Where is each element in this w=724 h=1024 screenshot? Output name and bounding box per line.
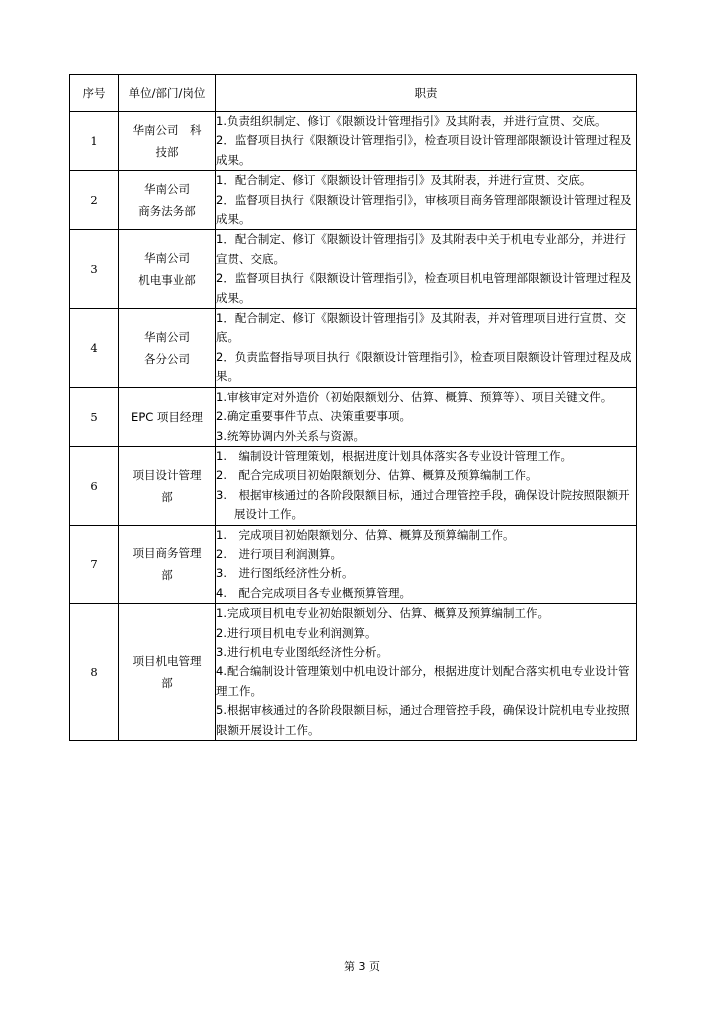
header-duty: 职责 bbox=[216, 75, 637, 112]
unit-line: 华南公司 bbox=[144, 329, 190, 344]
duty-item: 1. 完成项目初始限额划分、估算、概算及预算编制工作。 bbox=[216, 527, 515, 542]
row-duties bbox=[216, 230, 637, 309]
unit-line: 机电事业部 bbox=[138, 273, 196, 288]
duty-item: 2．监督项目执行《限额设计管理指引》，检查项目机电管理部限额设计管理过程及成果。 bbox=[216, 271, 632, 305]
duty-item: 4.配合编制设计管理策划中机电设计部分，根据进度计划配合落实机电专业设计管理工作。 bbox=[216, 664, 630, 698]
duty-item: 5.根据审核通过的各阶段限额目标，通过合理管控手段，确保设计院机电专业按照限额开展设计工作。 bbox=[216, 703, 630, 737]
duty-item: 2．负责监督指导项目执行《限额设计管理指引》，检查项目限额设计管理过程及成果。 bbox=[216, 349, 632, 384]
table-row bbox=[70, 112, 637, 171]
unit-line: 项目机电管理 bbox=[132, 654, 202, 669]
unit-line: EPC 项目经理 bbox=[131, 409, 203, 424]
row-duties bbox=[216, 171, 637, 230]
header-no: 序号 bbox=[70, 75, 119, 112]
row-unit bbox=[119, 112, 216, 171]
row-unit bbox=[119, 387, 216, 446]
row-duties bbox=[216, 446, 637, 525]
unit-line: 华南公司 bbox=[144, 251, 190, 266]
duty-item: 2.进行项目机电专业利润测算。 bbox=[216, 625, 377, 640]
duty-item: 1.完成项目机电专业初始限额划分、估算、概算及预算编制工作。 bbox=[216, 606, 549, 621]
duty-item: 3.统筹协调内外关系与资源。 bbox=[216, 428, 365, 443]
duty-item: 2. 进行项目利润测算。 bbox=[216, 546, 342, 561]
unit-line: 技部 bbox=[155, 145, 179, 160]
table-row bbox=[70, 309, 637, 388]
row-unit bbox=[119, 230, 216, 309]
row-duties bbox=[216, 525, 637, 604]
row-number: 8 bbox=[70, 604, 119, 741]
row-number: 7 bbox=[70, 525, 119, 604]
unit-line: 部 bbox=[161, 489, 173, 504]
table-row bbox=[70, 387, 637, 446]
row-number: 4 bbox=[70, 309, 119, 388]
table-header-row bbox=[70, 75, 637, 112]
row-duties bbox=[216, 112, 637, 171]
table-row bbox=[70, 604, 637, 741]
duty-item: 1．配合制定、修订《限额设计管理指引》及其附表，并对管理项目进行宣贯、交底。 bbox=[216, 311, 626, 345]
row-unit bbox=[119, 171, 216, 230]
row-unit bbox=[119, 525, 216, 604]
duty-item: 1．配合制定、修订《限额设计管理指引》及其附表中关于机电专业部分，并进行宣贯、交底。 bbox=[216, 232, 626, 266]
page-number: 第 3 页 bbox=[344, 960, 380, 973]
row-duties bbox=[216, 387, 637, 446]
table-row bbox=[70, 446, 637, 525]
row-unit bbox=[119, 309, 216, 388]
row-number: 6 bbox=[70, 446, 119, 525]
duty-item: 3.进行机电专业图纸经济性分析。 bbox=[216, 644, 388, 659]
unit-line: 项目商务管理 bbox=[132, 546, 202, 561]
duty-item: 1.审核审定对外造价（初始限额划分、估算、概算、预算等）、项目关键文件。 bbox=[216, 389, 613, 404]
unit-line: 各分公司 bbox=[144, 351, 190, 366]
duty-item: 2.确定重要事件节点、决策重要事项。 bbox=[216, 409, 411, 424]
row-unit bbox=[119, 446, 216, 525]
row-duties bbox=[216, 604, 637, 741]
duty-item: 4. 配合完成项目各专业概预算管理。 bbox=[216, 585, 411, 600]
responsibility-table bbox=[69, 74, 637, 741]
row-number: 1 bbox=[70, 112, 119, 171]
row-unit bbox=[119, 604, 216, 741]
duty-item: 2．监督项目执行《限额设计管理指引》，审核项目商务管理部限额设计管理过程及成果。 bbox=[216, 192, 632, 227]
duty-item: 1. 编制设计管理策划，根据进度计划具体落实各专业设计管理工作。 bbox=[216, 448, 572, 463]
table-row bbox=[70, 230, 637, 309]
duty-item: 2. 配合完成项目初始限额划分、估算、概算及预算编制工作。 bbox=[216, 468, 538, 483]
duty-item: 1.负责组织制定、修订《限额设计管理指引》及其附表，并进行宣贯、交底。 bbox=[216, 114, 607, 128]
unit-line: 华南公司 bbox=[144, 182, 190, 197]
duty-item: 3. 进行图纸经济性分析。 bbox=[216, 566, 354, 581]
duty-item: 2．监督项目执行《限额设计管理指引》，检查项目设计管理部限额设计管理过程及成果。 bbox=[216, 133, 632, 167]
duty-item: 1．配合制定、修订《限额设计管理指引》及其附表，并进行宣贯、交底。 bbox=[216, 173, 592, 188]
row-number: 3 bbox=[70, 230, 119, 309]
duty-item: 3. 根据审核通过的各阶段限额目标，通过合理管控手段，确保设计院按照限额开展设计工作。 bbox=[216, 487, 630, 522]
unit-line: 部 bbox=[161, 568, 173, 583]
unit-line: 部 bbox=[161, 676, 173, 691]
unit-line: 华南公司 科 bbox=[132, 123, 202, 138]
unit-line: 项目设计管理 bbox=[132, 467, 202, 482]
table-row bbox=[70, 525, 637, 604]
row-duties bbox=[216, 309, 637, 388]
unit-line: 商务法务部 bbox=[138, 204, 196, 219]
row-number: 5 bbox=[70, 387, 119, 446]
row-number: 2 bbox=[70, 171, 119, 230]
header-unit: 单位/部门/岗位 bbox=[119, 75, 216, 112]
table-row bbox=[70, 171, 637, 230]
